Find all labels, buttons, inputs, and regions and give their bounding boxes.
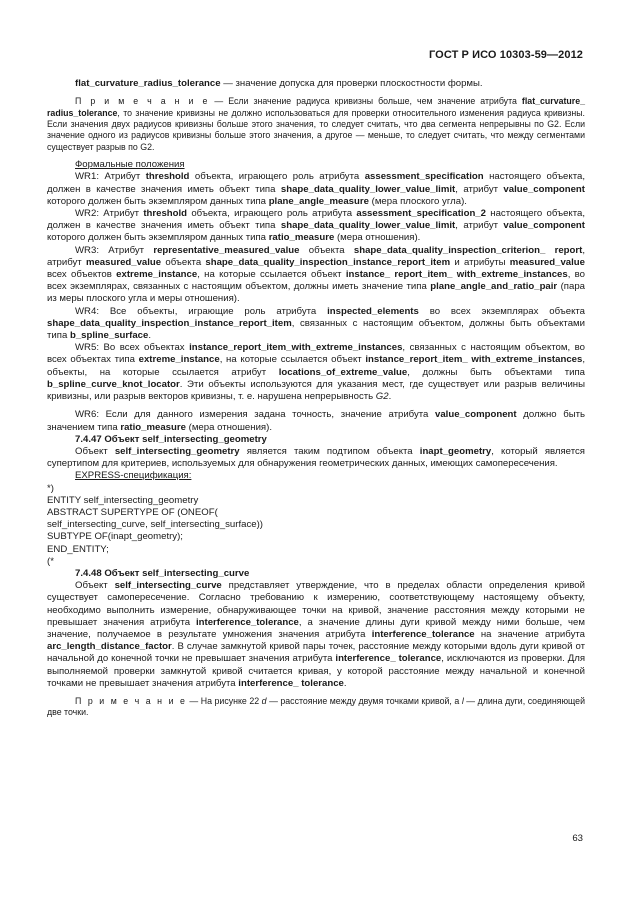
code-line: (* [47,555,54,567]
code-line: END_ENTITY; [47,543,109,555]
formal-heading: Формальные положения [75,159,185,171]
code-line: ENTITY self_intersecting_geometry [47,494,199,506]
note-paragraph-2: П р и м е ч а н и е — На рисунке 22 d — расстояние между двумя точками кривой, а l — длина дуги, соединяющей две точки. [47,695,585,718]
rule-wr2: WR2: Атрибут threshold объекта, играющего роль атрибута assessment_specification_2 настоящего объекта, должен в качестве значения иметь объект типа shape_data_quality_lower_value_limit, атрибут value_component которого должен быть экземпляром данных типа ratio_measure (мера отношения). [47,208,585,244]
rule-wr6: WR6: Если для данного измерения задана точность, значение атрибута value_component должно быть значением типа ratio_measure (мера отношения). [47,409,585,433]
page-content [47,78,585,719]
express-code-block [47,483,585,568]
rule-wr3: WR3: Атрибут representative_measured_value объекта shape_data_quality_inspection_criterion_ report, атрибут measured_value объекта shape_data_quality_inspection_instance_report_item и атрибуты measured_value всех объектов extreme_instance, на которые ссылается объект instance_ report_item_ with_extreme_instances, во всех экземплярах, связанных с настоящим объектом, должны иметь значение типа plane_angle_and_ratio_pair (пара из меры плоского угла и меры отношения). [47,244,586,305]
rule-wr1: WR1: Атрибут threshold объекта, играющего роль атрибута assessment_specification настоящего объекта, должен в качестве значения иметь объект типа shape_data_quality_lower_value_limit, атрибут value_component которого должен быть экземпляром данных типа plane_angle_measure (мера плоского угла). [47,171,585,207]
code-line: self_intersecting_curve, self_intersecting_surface)) [47,519,263,531]
section-heading-7447: 7.4.47 Объект self_intersecting_geometry [75,433,267,445]
note-label: П р и м е ч а н и е [75,695,187,706]
section-paragraph-7448: Объект self_intersecting_curve представляет утверждение, что в пределах области определения кривой существует самопересечение. Согласно требованию к измерению, соответствующему настоящему объекту, необходимо выполнить измерение, обнаруживающее точки на кривой, значение расстояния между которыми не превышает значения атрибута interference_tolerance, а значение длины дуги кривой между ними больше, чем значение, получаемое в результате умножения значения атрибута interference_tolerance на значение атрибута arc_length_distance_factor. В случае замкнутой кривой пары точек, расстояние между которыми вдоль дуги кривой от начальной до конечной точки не превышает значения атрибута interference_ tolerance, исключаются из проверки. Для выполняемой проверки замкнутой кривой считается кривая, у которой расстояние между начальной и конечной точками не превышает значения атрибута interference_ tolerance. [47,580,586,689]
standard-header: ГОСТ Р ИСО 10303-59—2012 [428,49,583,61]
code-line: ABSTRACT SUPERTYPE OF (ONEOF( [47,506,218,518]
note-label: П р и м е ч а н и е [75,96,210,107]
term: flat_curvature_radius_tolerance [75,78,221,89]
note-paragraph: П р и м е ч а н и е — Если значение радиуса кривизны больше, чем значение атрибута flat_curvature_ radius_tolerance, то значение кривизны не должно использоваться для проверки относительного изменения радиуса кривизны. Если значения двух радиусов кривизны больше этого значения, то следует считать, что два сегмента непрерывны по G2. Если значение одного из радиусов кривизны больше этого значения, а другое — меньше, то следует считать, что между сегментами существует разрыв по G2. [47,96,585,152]
express-label: EXPRESS-спецификация: [75,470,192,482]
code-line: SUBTYPE OF(inapt_geometry); [47,531,183,543]
rule-wr5: WR5: Во всех объектах instance_report_item_with_extreme_instances, связанных с настоящим объектом, во всех объектах типа extreme_instance, на которые ссылается объект instance_report_item_ with_extreme_instances, объекты, на которые ссылается атрибут locations_of_extreme_value, должны быть объектами типа b_spline_curve_knot_locator. Эти объекты используются для указания мест, где существует или разрыв величины кривизны, или разрыв векторов кривизны, т. е. нарушена непрерывность G2. [47,342,585,403]
section-paragraph-7447: Объект self_intersecting_geometry является таким подтипом объекта inapt_geometry, который является супертипом для критериев, используемых для обнаружения геометрических данных, имеющих самопересечения. [47,445,585,470]
code-line: *) [47,482,54,494]
page-number: 63 [572,833,583,844]
section-heading-7448: 7.4.48 Объект self_intersecting_curve [75,567,250,579]
rule-wr4: WR4: Все объекты, играющие роль атрибута inspected_elements во всех экземплярах объекта shape_data_quality_inspection_instance_report_item, связанных с настоящим объектом, должны быть объектами типа b_spline_surface. [47,305,585,342]
definition-paragraph: flat_curvature_radius_tolerance — значение допуска для проверки плоскостности формы. [75,78,483,89]
